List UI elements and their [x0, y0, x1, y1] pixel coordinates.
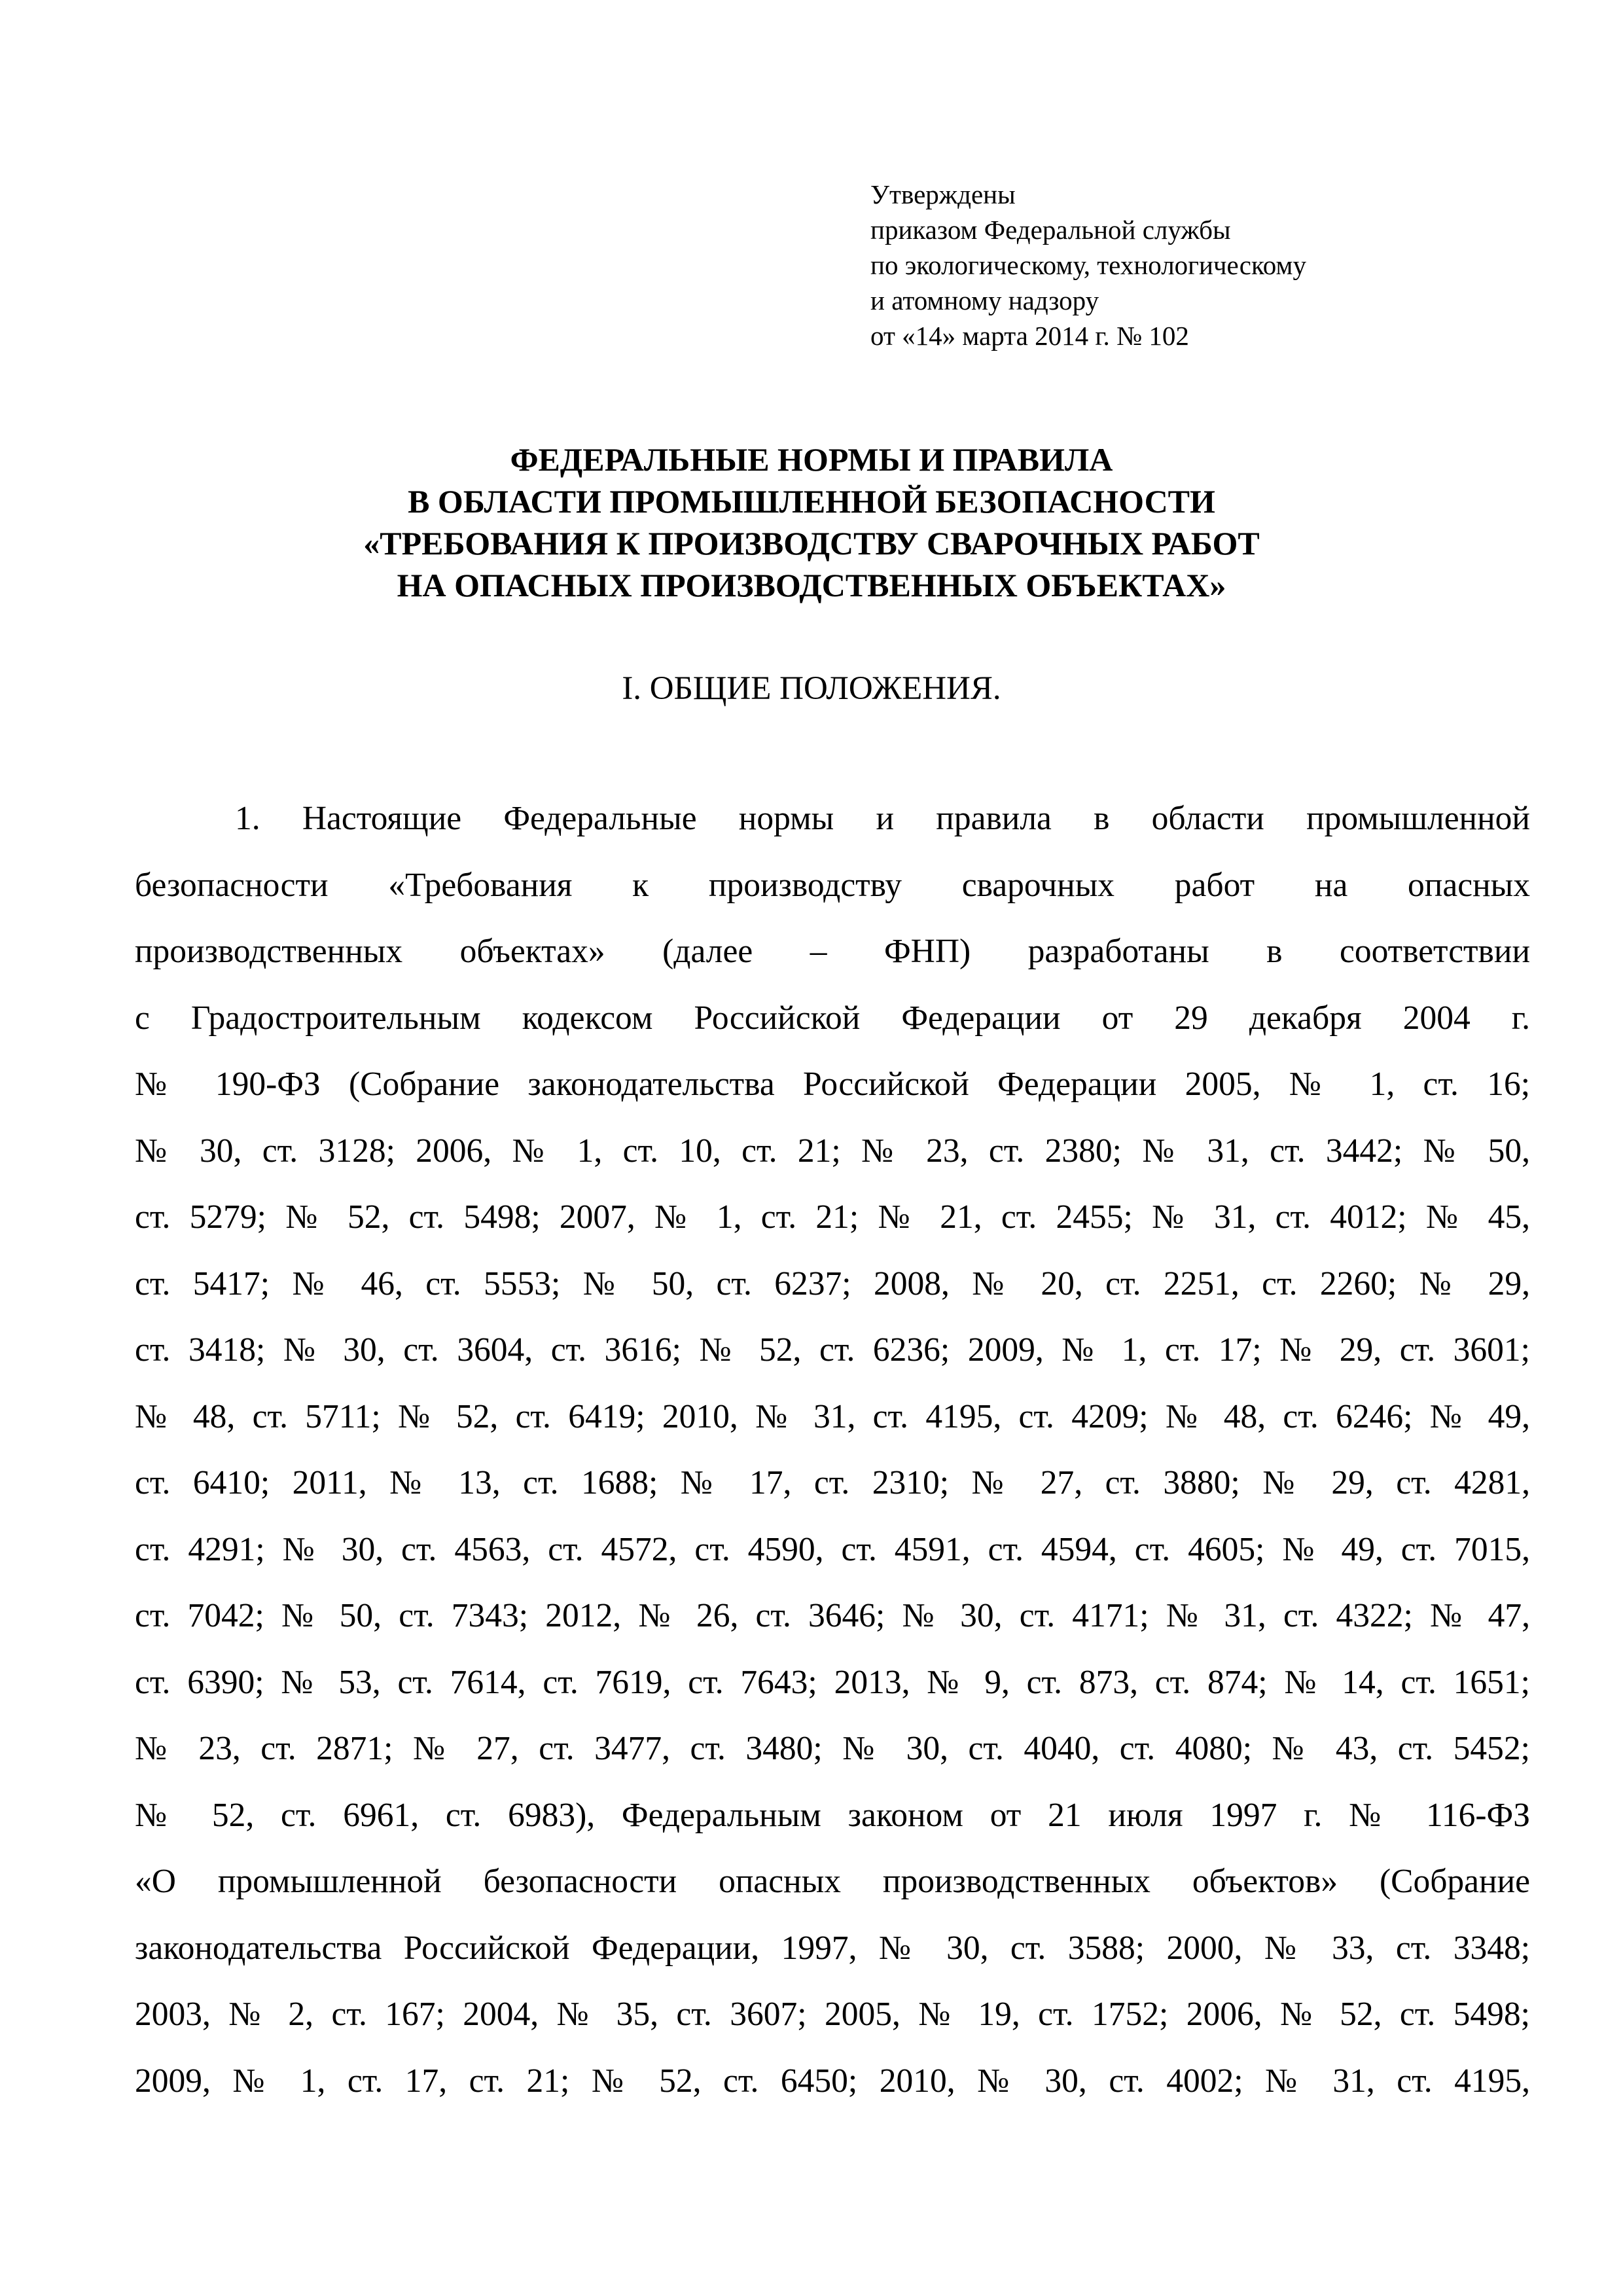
section-heading: I. ОБЩИЕ ПОЛОЖЕНИЯ. — [622, 670, 1001, 707]
title-line: «ТРЕБОВАНИЯ К ПРОИЗВОДСТВУ СВАРОЧНЫХ РАБОТ — [363, 525, 1260, 562]
paragraph-line: 2003, № 2, ст. 167; 2004, № 35, ст. 3607; 2005, № 19, ст. 1752; 2006, № 52, ст. 5498; — [135, 1996, 1530, 2033]
title-line: ФЕДЕРАЛЬНЫЕ НОРМЫ И ПРАВИЛА — [510, 441, 1113, 478]
paragraph-line: № 52, ст. 6961, ст. 6983), Федеральным законом от 21 июля 1997 г. № 116-ФЗ — [135, 1796, 1530, 1834]
document-title — [0, 439, 1623, 606]
paragraph-line: безопасности «Требования к производству сварочных работ на опасных — [135, 866, 1530, 904]
paragraph-line: № 48, ст. 5711; № 52, ст. 6419; 2010, № 31, ст. 4195, ст. 4209; № 48, ст. 6246; № 49, — [135, 1397, 1530, 1435]
paragraph-line: № 190-ФЗ (Собрание законодательства Российской Федерации 2005, № 1, ст. 16; — [135, 1066, 1530, 1103]
approval-line: приказом Федеральной службы — [870, 215, 1231, 245]
paragraph-line: производственных объектах» (далее – ФНП) разработаны в соответствии — [135, 933, 1530, 970]
approval-line: от «14» марта 2014 г. № 102 — [870, 321, 1189, 351]
paragraph-line: ст. 5279; № 52, ст. 5498; 2007, № 1, ст. 21; № 21, ст. 2455; № 31, ст. 4012; № 45, — [135, 1198, 1530, 1236]
paragraph-line: ст. 5417; № 46, ст. 5553; № 50, ст. 6237; 2008, № 20, ст. 2251, ст. 2260; № 29, — [135, 1265, 1530, 1302]
paragraph-line: ст. 4291; № 30, ст. 4563, ст. 4572, ст. 4590, ст. 4591, ст. 4594, ст. 4605; № 49, ст. 7015, — [135, 1530, 1530, 1568]
paragraph-line: № 23, ст. 2871; № 27, ст. 3477, ст. 3480; № 30, ст. 4040, ст. 4080; № 43, ст. 5452; — [135, 1730, 1530, 1767]
approval-line: и атомному надзору — [870, 285, 1099, 315]
title-line: В ОБЛАСТИ ПРОМЫШЛЕННОЙ БЕЗОПАСНОСТИ — [408, 483, 1215, 520]
paragraph-1 — [135, 798, 1530, 2127]
paragraph-line: ст. 3418; № 30, ст. 3604, ст. 3616; № 52, ст. 6236; 2009, № 1, ст. 17; № 29, ст. 3601; — [135, 1331, 1530, 1369]
approval-block — [870, 177, 1306, 353]
paragraph-line: 2009, № 1, ст. 17, ст. 21; № 52, ст. 6450; 2010, № 30, ст. 4002; № 31, ст. 4195, — [135, 2062, 1530, 2100]
paragraph-line: с Градостроительным кодексом Российской Федерации от 29 декабря 2004 г. — [135, 999, 1530, 1037]
paragraph-line: № 30, ст. 3128; 2006, № 1, ст. 10, ст. 21; № 23, ст. 2380; № 31, ст. 3442; № 50, — [135, 1132, 1530, 1170]
paragraph-line: ст. 6410; 2011, № 13, ст. 1688; № 17, ст. 2310; № 27, ст. 3880; № 29, ст. 4281, — [135, 1464, 1530, 1501]
title-line: НА ОПАСНЫХ ПРОИЗВОДСТВЕННЫХ ОБЪЕКТАХ» — [397, 567, 1226, 603]
paragraph-line: ст. 7042; № 50, ст. 7343; 2012, № 26, ст. 3646; № 30, ст. 4171; № 31, ст. 4322; № 47, — [135, 1597, 1530, 1634]
paragraph-line: 1. Настоящие Федеральные нормы и правила в области промышленной — [235, 800, 1530, 837]
approval-line: Утверждены — [870, 179, 1016, 209]
paragraph-line: законодательства Российской Федерации, 1997, № 30, ст. 3588; 2000, № 33, ст. 3348; — [135, 1929, 1530, 1967]
approval-line: по экологическому, технологическому — [870, 250, 1306, 280]
paragraph-line: «О промышленной безопасности опасных производственных объектов» (Собрание — [135, 1863, 1530, 1900]
paragraph-line: ст. 6390; № 53, ст. 7614, ст. 7619, ст. 7643; 2013, № 9, ст. 873, ст. 874; № 14, ст. 1651; — [135, 1663, 1530, 1701]
